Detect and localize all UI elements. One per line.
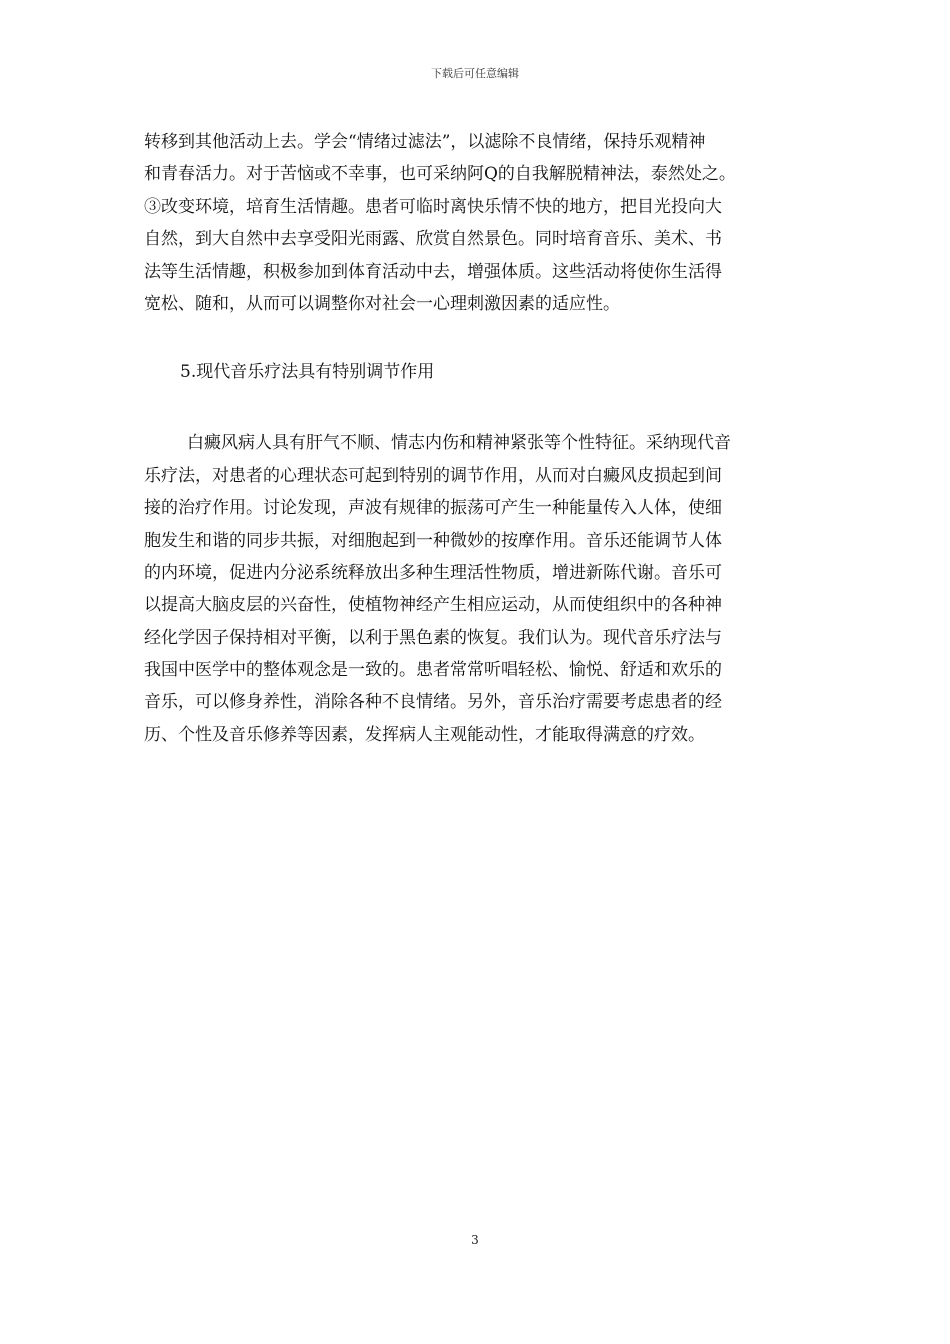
paragraph-line: 和青春活力。对于苦恼或不幸事，也可采纳阿Q的自我解脱精神法，泰然处之。 [144,164,736,185]
paragraph-line: 转移到其他活动上去。学会“情绪过滤法”，以滤除不良情绪，保持乐观精神 [144,132,706,152]
paragraph-line: 音乐，可以修身养性，消除各种不良情绪。另外，音乐治疗需要考虑患者的经 [144,692,722,713]
paragraph-line: 乐疗法，对患者的心理状态可起到特别的调节作用，从而对白癜风皮损起到间 [144,465,722,486]
paragraph-line: ③改变环境，培育生活情趣。患者可临时离快乐情不快的地方，把目光投向大 [144,196,722,217]
paragraph-line: 白癜风病人具有肝气不顺、情志内伤和精神紧张等个性特征。采纳现代音 [187,433,731,454]
paragraph-line: 法等生活情趣，积极参加到体育活动中去，增强体质。这些活动将使你生活得 [144,261,722,282]
paragraph-line: 宽松、随和，从而可以调整你对社会一心理刺激因素的适应性。 [144,293,620,314]
paragraph-line: 以提高大脑皮层的兴奋性，使植物神经产生相应运动，从而使组织中的各种神 [144,595,722,616]
document-body [144,126,808,751]
paragraph-line: 的内环境，促进内分泌系统释放出多种生理活性物质，增进新陈代谢。音乐可 [144,562,722,583]
section-heading: 5.现代音乐疗法具有特别调节作用 [180,362,435,383]
paragraph-line: 历、个性及音乐修养等因素，发挥病人主观能动性，才能取得满意的疗效。 [144,724,705,745]
paragraph-music-therapy [144,427,808,751]
paragraph-line: 接的治疗作用。讨论发现，声波有规律的振荡可产生一种能量传入人体，使细 [144,498,722,519]
paragraph-line: 自然，到大自然中去享受阳光雨露、欣赏自然景色。同时培育音乐、美术、书 [144,229,722,250]
page-number: 3 [471,1233,479,1247]
paragraph-environment [144,126,808,320]
paragraph-line: 经化学因子保持相对平衡，以利于黑色素的恢复。我们认为。现代音乐疗法与 [144,627,722,648]
paragraph-line: 胞发生和谐的同步共振，对细胞起到一种微妙的按摩作用。音乐还能调节人体 [144,530,722,551]
paragraph-line: 我国中医学中的整体观念是一致的。患者常常听唱轻松、愉悦、舒适和欢乐的 [144,660,722,681]
page-header: 下载后可任意编辑 [431,67,519,80]
